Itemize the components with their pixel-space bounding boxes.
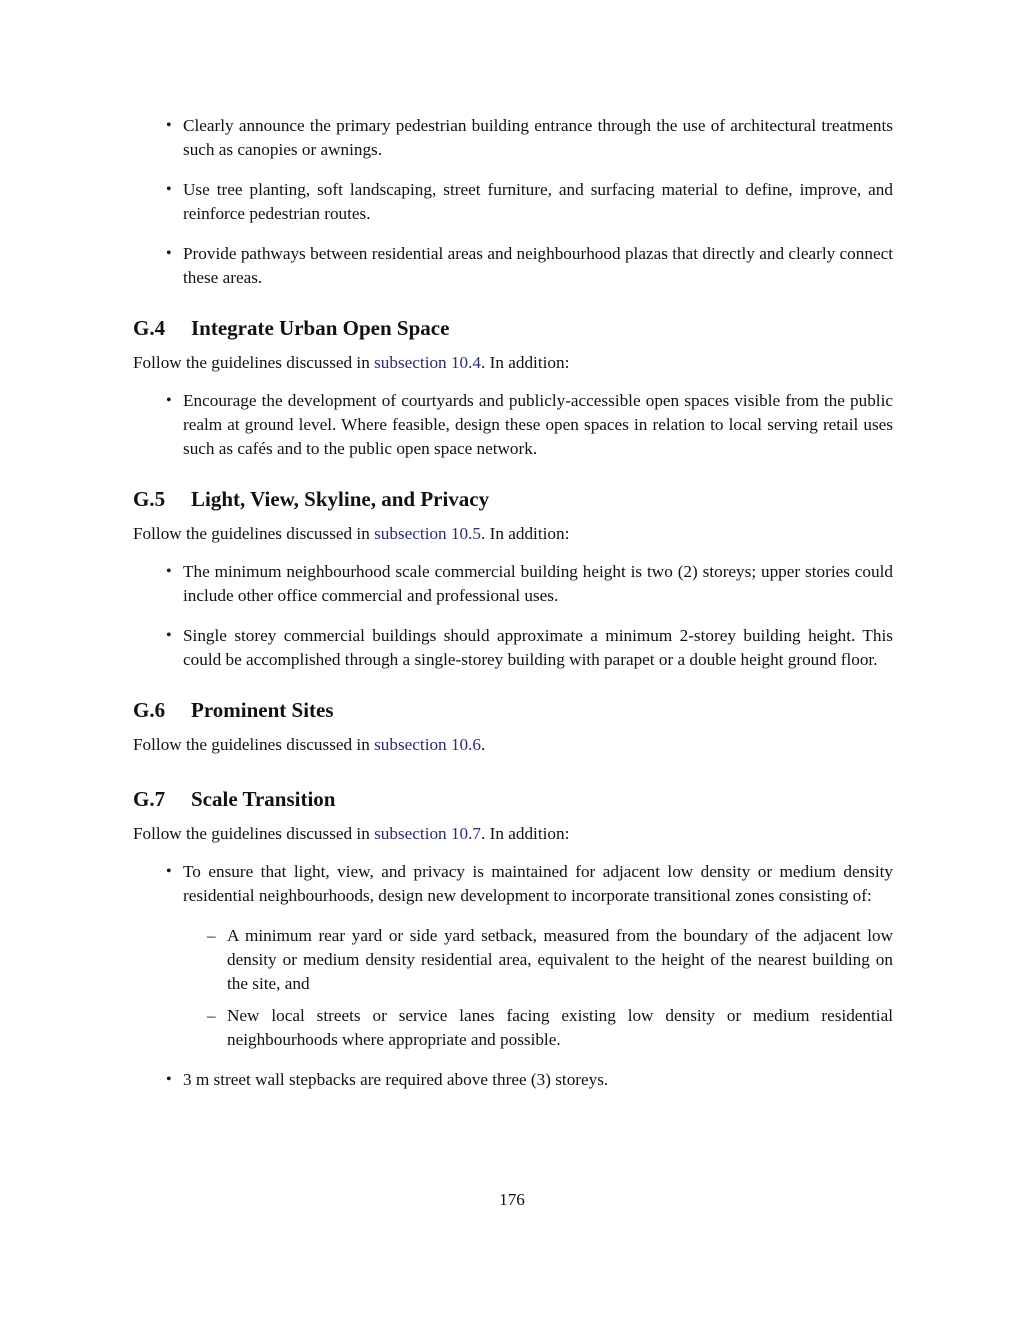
paragraph-text: Follow the guidelines discussed in xyxy=(133,735,375,754)
section-heading-g4 xyxy=(133,314,893,342)
section-heading-g7 xyxy=(133,785,893,813)
subsection-link[interactable]: subsection 10.7 xyxy=(374,824,482,843)
paragraph-text: . In addition: xyxy=(481,824,570,843)
list-item-text: To ensure that light, view, and privacy is maintained for adjacent low density or medium density residential neighbourhoods, design new development to incorporate transitional zones consisting of: xyxy=(183,862,893,905)
paragraph-text: Follow the guidelines discussed in xyxy=(133,824,375,843)
list-item: • Provide pathways between residential areas and neighbourhood plazas that directly and clearly connect these areas. xyxy=(133,242,893,290)
g5-bullet-list xyxy=(133,560,893,672)
sub-list-item: – New local streets or service lanes facing existing low density or medium residential neighbourhoods where appropriate and possible. xyxy=(183,1004,893,1052)
intro-bullet-list xyxy=(133,114,893,290)
list-item: • The minimum neighbourhood scale commercial building height is two (2) storeys; upper stories could include other office commercial and professional uses. xyxy=(133,560,893,608)
section-number: G.6 xyxy=(133,698,166,722)
list-item: • Clearly announce the primary pedestrian building entrance through the use of architectural treatments such as canopies or awnings. xyxy=(133,114,893,162)
list-item: • Single storey commercial buildings should approximate a minimum 2-storey building height. This could be accomplished through a single-storey building with parapet or a double height ground floor. xyxy=(133,624,893,672)
section-number: G.5 xyxy=(133,487,166,511)
subsection-link[interactable]: subsection 10.5 xyxy=(374,524,482,543)
paragraph-text: Follow the guidelines discussed in xyxy=(133,524,375,543)
paragraph-text: . xyxy=(481,735,486,754)
subsection-link[interactable]: subsection 10.4 xyxy=(374,353,482,372)
section-title: Light, View, Skyline, and Privacy xyxy=(191,487,490,511)
paragraph-text: . In addition: xyxy=(481,524,570,543)
section-intro-paragraph xyxy=(133,522,893,546)
section-title: Prominent Sites xyxy=(191,698,334,722)
section-title: Integrate Urban Open Space xyxy=(191,316,450,340)
section-intro-paragraph xyxy=(133,733,893,757)
list-item: • Encourage the development of courtyards and publicly-accessible open spaces visible from the public realm at ground level. Where feasible, design these open spaces in relation to local serving retail uses such as cafés and to the public open space network. xyxy=(133,389,893,461)
section-intro-paragraph xyxy=(133,351,893,375)
paragraph-text: . In addition: xyxy=(481,353,570,372)
section-intro-paragraph xyxy=(133,822,893,846)
page-number: 176 xyxy=(499,1190,525,1209)
list-item: • 3 m street wall stepbacks are required above three (3) storeys. xyxy=(133,1068,893,1092)
sub-list xyxy=(183,924,893,1052)
g4-bullet-list xyxy=(133,389,893,461)
sub-list-item: – A minimum rear yard or side yard setback, measured from the boundary of the adjacent low density or medium density residential area, equivalent to the height of the nearest building on the site, and xyxy=(183,924,893,996)
list-item: • Use tree planting, soft landscaping, street furniture, and surfacing material to define, improve, and reinforce pedestrian routes. xyxy=(133,178,893,226)
section-heading-g5 xyxy=(133,485,893,513)
section-number: G.4 xyxy=(133,316,166,340)
section-heading-g6 xyxy=(133,696,893,724)
subsection-link[interactable]: subsection 10.6 xyxy=(374,735,482,754)
list-item xyxy=(133,860,893,1052)
section-title: Scale Transition xyxy=(191,787,336,811)
section-number: G.7 xyxy=(133,787,166,811)
g7-bullet-list xyxy=(133,860,893,1092)
document-page xyxy=(133,114,893,1108)
paragraph-text: Follow the guidelines discussed in xyxy=(133,353,375,372)
